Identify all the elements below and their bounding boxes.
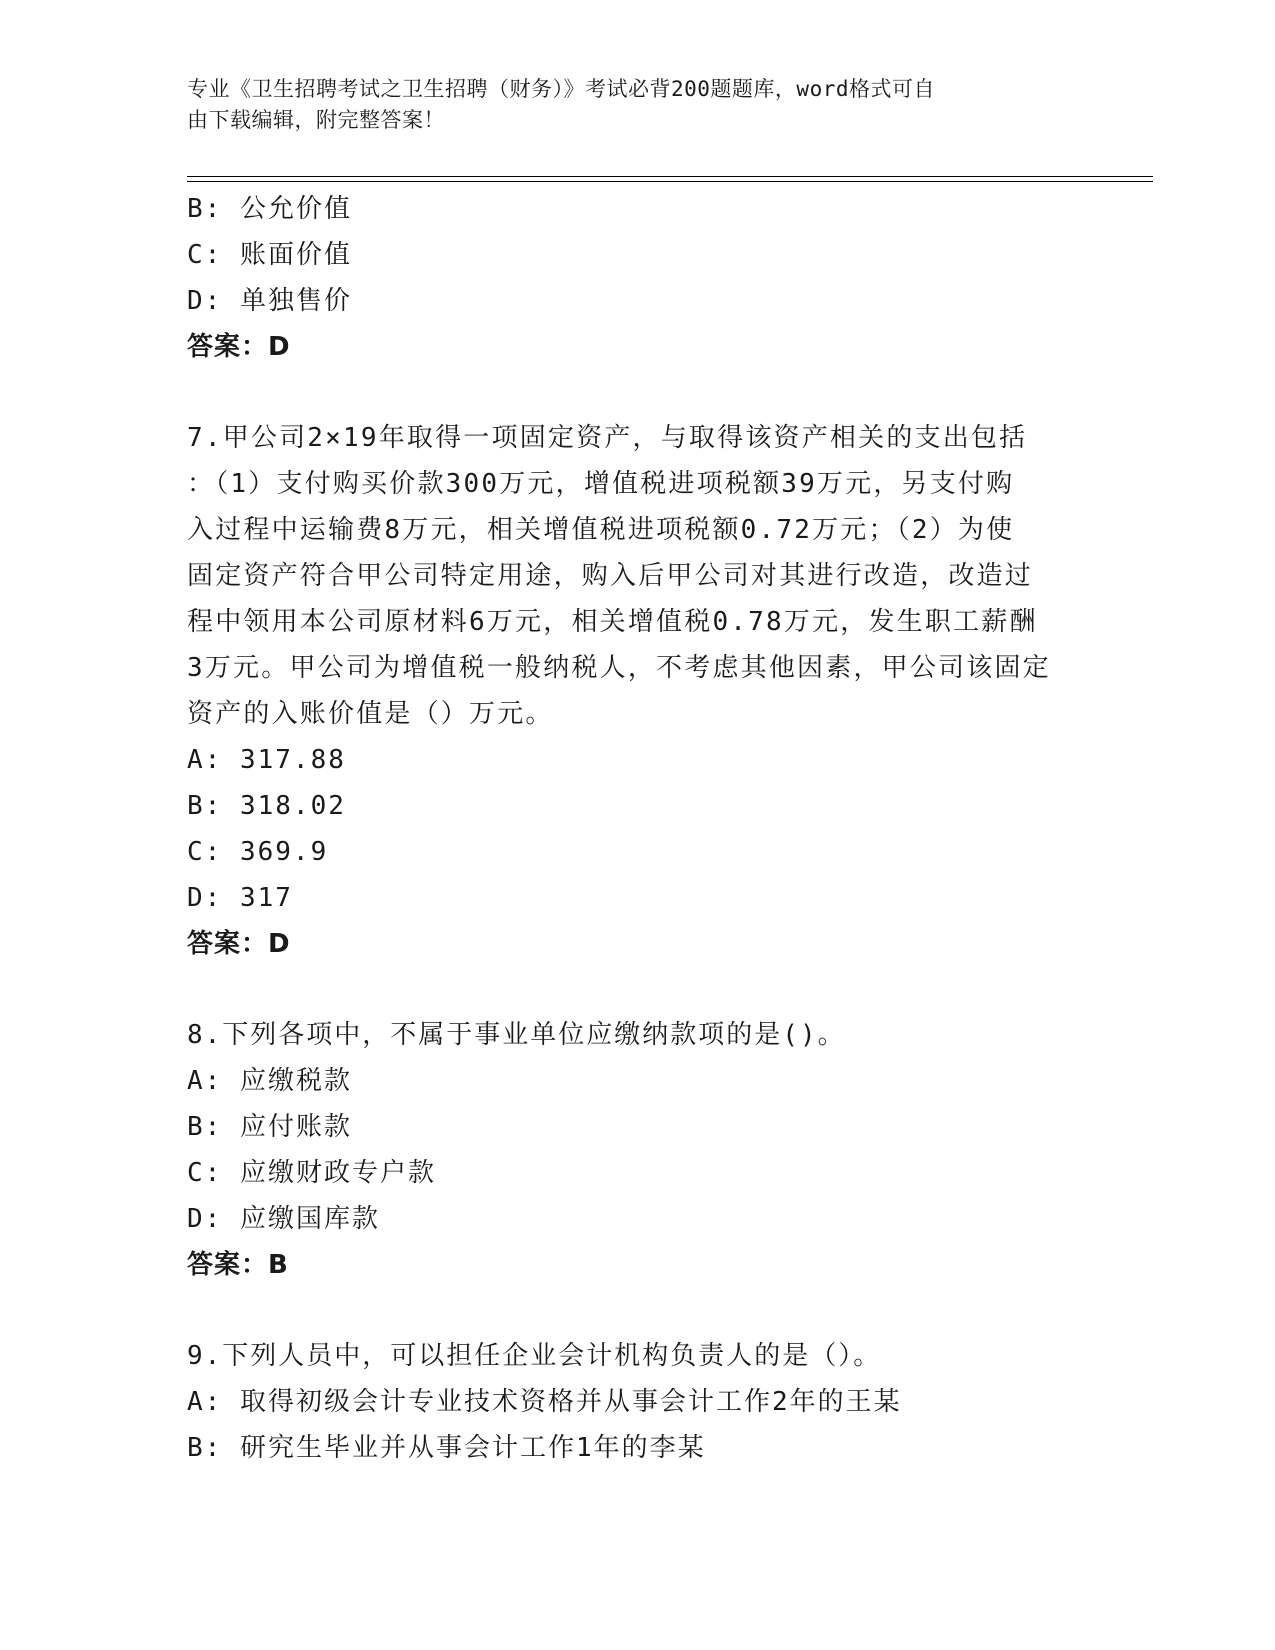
option-b: B: 公允价值 xyxy=(187,194,352,224)
question-text-line: ：（1）支付购买价款300万元，增值税进项税额39万元，另支付购 xyxy=(187,469,1015,499)
option-c: C: 应缴财政专户款 xyxy=(187,1158,436,1188)
question-7 xyxy=(187,415,1087,967)
option-d: D: 317 xyxy=(187,883,293,913)
question-text: 9.下列人员中，可以担任企业会计机构负责人的是（）。 xyxy=(187,1341,882,1371)
header-line-2: 由下载编辑，附完整答案！ xyxy=(187,108,445,132)
header-line-1: 专业《卫生招聘考试之卫生招聘（财务）》考试必背200题题库，word格式可自 xyxy=(187,77,935,101)
question-text-line: 3万元。甲公司为增值税一般纳税人，不考虑其他因素，甲公司该固定 xyxy=(187,653,1051,683)
question-9 xyxy=(187,1333,1087,1471)
answer-line: 答案：B xyxy=(187,1250,289,1280)
question-text-line: 程中领用本公司原材料6万元，相关增值税0.78万元，发生职工薪酬 xyxy=(187,607,1038,637)
option-c: C: 369.9 xyxy=(187,837,329,867)
option-d: D: 单独售价 xyxy=(187,286,352,316)
option-c: C: 账面价值 xyxy=(187,240,352,270)
question-text-line: 7.甲公司2×19年取得一项固定资产，与取得该资产相关的支出包括 xyxy=(187,423,1028,453)
option-b: B: 研究生毕业并从事会计工作1年的李某 xyxy=(187,1433,706,1463)
option-a: A: 取得初级会计专业技术资格并从事会计工作2年的王某 xyxy=(187,1387,902,1417)
answer-line: 答案：D xyxy=(187,332,291,362)
option-a: A: 应缴税款 xyxy=(187,1066,352,1096)
header-divider-bottom xyxy=(187,181,1153,182)
question-text-line: 固定资产符合甲公司特定用途，购入后甲公司对其进行改造，改造过 xyxy=(187,561,1034,591)
question-text xyxy=(187,415,1087,737)
header-divider-top xyxy=(187,176,1153,177)
question-8 xyxy=(187,1012,1087,1288)
question-text: 8.下列各项中，不属于事业单位应缴纳款项的是()。 xyxy=(187,1020,846,1050)
question-text-line: 入过程中运输费8万元，相关增值税进项税额0.72万元；（2）为使 xyxy=(187,515,1015,545)
option-b: B: 318.02 xyxy=(187,791,346,821)
option-a: A: 317.88 xyxy=(187,745,346,775)
answer-line: 答案：D xyxy=(187,929,291,959)
question-text-line: 资产的入账价值是（）万元。 xyxy=(187,699,554,729)
document-body xyxy=(187,186,1087,1471)
option-b: B: 应付账款 xyxy=(187,1112,352,1142)
document-header xyxy=(187,74,1067,136)
previous-question xyxy=(187,186,1087,370)
option-d: D: 应缴国库款 xyxy=(187,1204,380,1234)
